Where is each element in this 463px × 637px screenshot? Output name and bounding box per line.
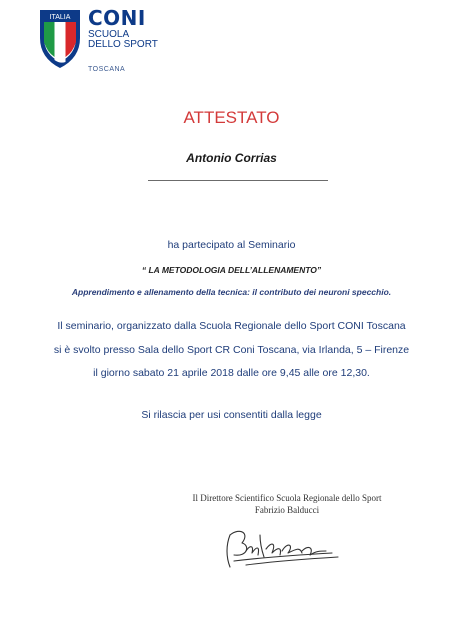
signatory-name: Fabrizio Balducci (254, 505, 320, 515)
participation-text: ha partecipato al Seminario (167, 239, 296, 251)
signatory-role: Il Direttore Scientifico Scuola Regionale dello Sport (192, 493, 382, 503)
seminar-subtitle: Apprendimento e allenamento della tecnica: il contributo dei neuroni specchio. (71, 287, 392, 297)
logo-subtitle-line2: DELLO SPORT (88, 39, 158, 50)
details-line-3: il giorno sabato 21 aprile 2018 dalle ore 9,45 alle ore 12,30. (93, 367, 370, 379)
logo-name: CONI (88, 6, 146, 30)
details-line-1: Il seminario, organizzato dalla Scuola Regionale dello Sport CONI Toscana (57, 320, 406, 332)
release-note: Si rilascia per usi consentiti dalla legge (141, 409, 322, 421)
recipient-underline (148, 180, 328, 181)
logo-country: ITALIA (49, 14, 71, 21)
recipient-name: Antonio Corrias (186, 151, 277, 165)
logo-subtitle (88, 30, 168, 50)
coni-shield-logo (38, 8, 82, 70)
details-line-2: si è svolto presso Sala dello Sport CR Coni Toscana, via Irlanda, 5 – Firenze (53, 344, 410, 356)
logo-subtitle-line1: SCUOLA (88, 29, 130, 40)
logo-region: TOSCANA (88, 66, 126, 73)
handwritten-signature (216, 521, 344, 573)
certificate-title: ATTESTATO (183, 108, 280, 127)
seminar-title: “ LA METODOLOGIA DELL’ALLENAMENTO” (141, 265, 322, 275)
